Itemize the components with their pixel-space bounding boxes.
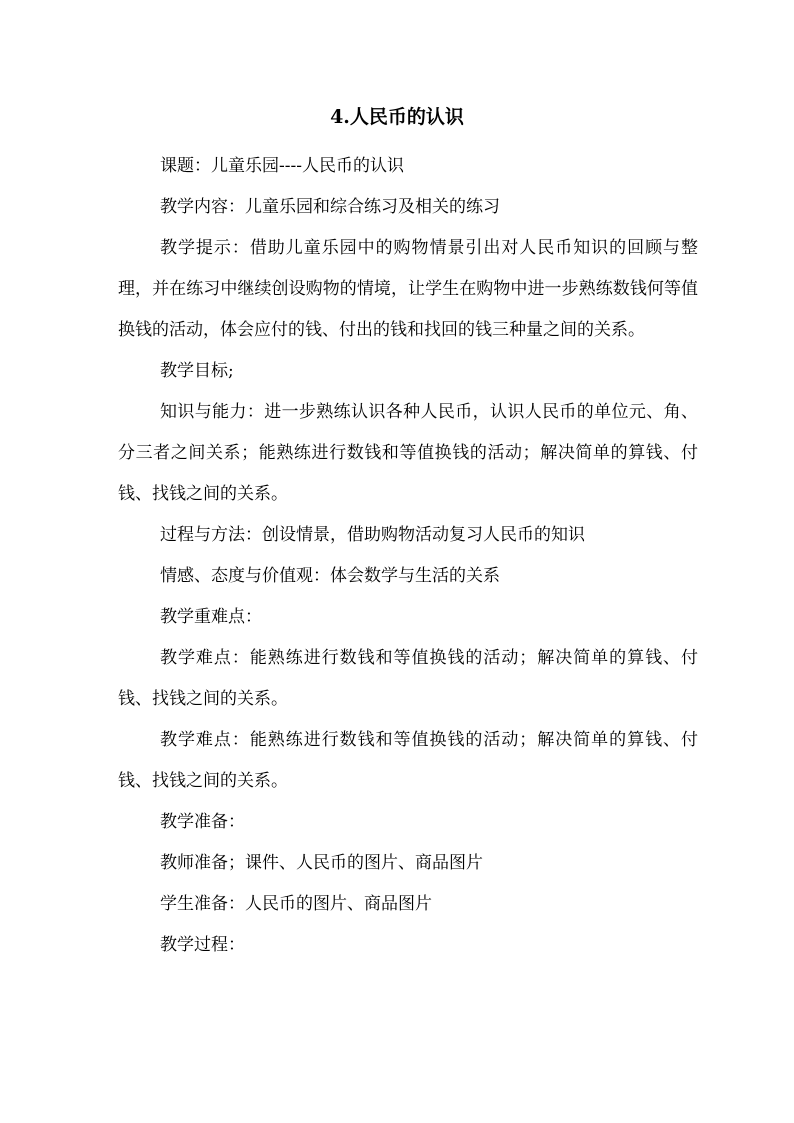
paragraph-difficulty-2: 教学难点：能熟练进行数钱和等值换钱的活动；解决简单的算钱、付钱、找钱之间的关系。	[118, 730, 698, 791]
paragraph-emotion-values: 情感、态度与价值观：体会数学与生活的关系	[160, 566, 500, 586]
paragraph-goals-heading: 教学目标;	[160, 361, 234, 381]
paragraph-topic: 课题：儿童乐园----人民币的认识	[160, 156, 404, 176]
paragraph-key-difficult-heading: 教学重难点：	[160, 607, 262, 627]
paragraph-preparation-heading: 教学准备：	[160, 812, 245, 832]
paragraph-process-method: 过程与方法：创设情景，借助购物活动复习人民币的知识	[160, 525, 585, 545]
paragraph-content: 教学内容：儿童乐园和综合练习及相关的练习	[160, 197, 500, 217]
paragraph-process-heading: 教学过程：	[160, 935, 245, 955]
paragraph-teacher-preparation: 教师准备；课件、人民币的图片、商品图片	[160, 853, 483, 873]
paragraph-difficulty-1: 教学难点：能熟练进行数钱和等值换钱的活动；解决简单的算钱、付钱、找钱之间的关系。	[118, 648, 698, 709]
paragraph-student-preparation: 学生准备：人民币的图片、商品图片	[160, 894, 432, 914]
document-title: 4.人民币的认识	[330, 106, 464, 128]
paragraph-knowledge-ability: 知识与能力：进一步熟练认识各种人民币，认识人民币的单位元、角、分三者之间关系；能熟练进行数钱和等值换钱的活动；解决简单的算钱、付钱、找钱之间的关系。	[118, 402, 698, 504]
document-body	[118, 146, 698, 966]
paragraph-hints: 教学提示：借助儿童乐园中的购物情景引出对人民币知识的回顾与整理，并在练习中继续创设购物的情境，让学生在购物中进一步熟练数钱何等值换钱的活动，体会应付的钱、付出的钱和找回的钱三种量之间的关系。	[118, 238, 698, 340]
